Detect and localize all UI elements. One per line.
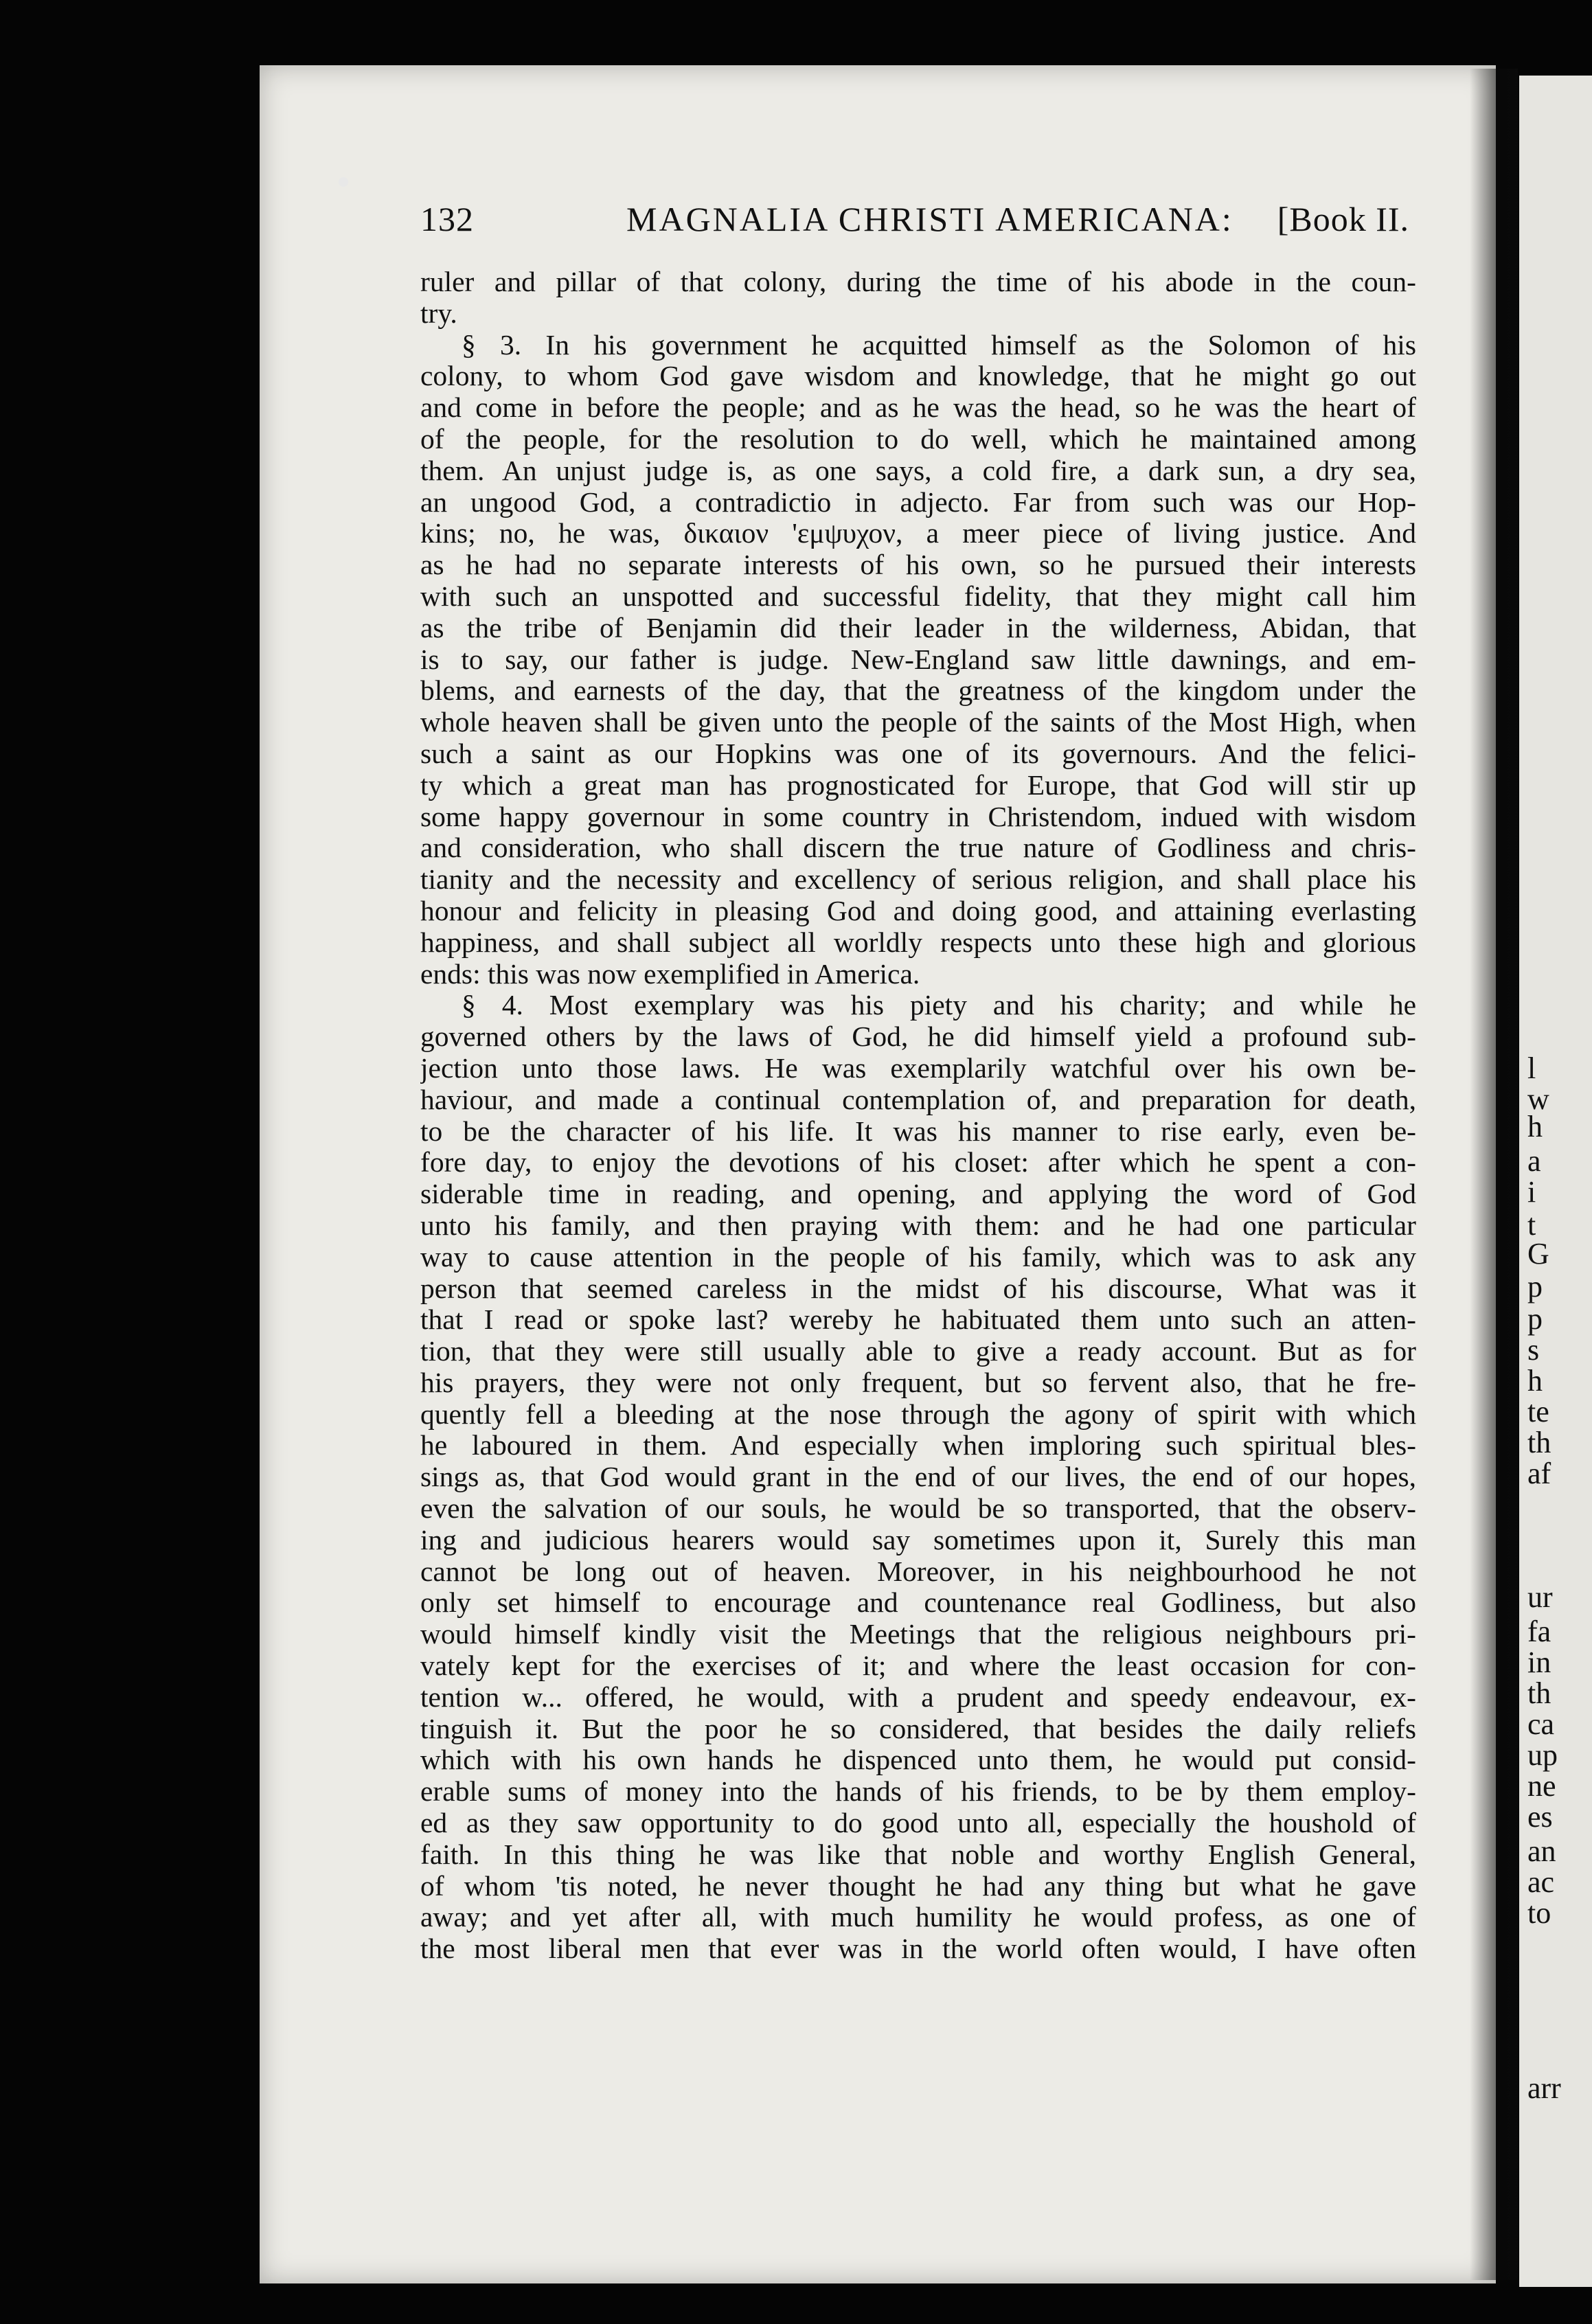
- text-line: kins; no, he was, δικαιον 'εμψυχον, a meer piece of living justice. And: [420, 518, 1416, 549]
- text-line: unto his family, and then praying with them: and he had one particular: [420, 1209, 1416, 1241]
- text-line: try.: [420, 297, 457, 329]
- body-text: [420, 266, 1416, 1965]
- text-line: cannot be long out of heaven. Moreover, in his neighbourhood he not: [420, 1556, 1416, 1587]
- facing-fragment: fa: [1527, 1615, 1551, 1648]
- facing-fragment: af: [1527, 1457, 1551, 1490]
- facing-fragment: p: [1527, 1302, 1543, 1336]
- text-line: governed others by the laws of God, he did himself yield a profound sub-: [420, 1021, 1416, 1053]
- facing-fragment: in: [1527, 1645, 1551, 1679]
- facing-fragment: s: [1527, 1333, 1540, 1367]
- text-line: tinguish it. But the poor he so considered, that besides the daily reliefs: [420, 1713, 1416, 1744]
- running-header: [420, 199, 1409, 247]
- text-line: honour and felicity in pleasing God and doing good, and attaining everlasting: [420, 895, 1416, 926]
- text-line: of whom 'tis noted, he never thought he had any thing but what he gave: [420, 1870, 1416, 1902]
- text-line: erable sums of money into the hands of his friends, to be by them employ-: [420, 1776, 1416, 1808]
- text-line: haviour, and made a continual contemplation of, and preparation for death,: [420, 1084, 1416, 1115]
- text-line: would himself kindly visit the Meetings that the religious neighbours pri-: [420, 1619, 1416, 1650]
- text-line: tention w... offered, he would, with a prudent and speedy endeavour, ex-: [420, 1681, 1416, 1713]
- text-line: only set himself to encourage and countenance real Godliness, but also: [420, 1587, 1416, 1619]
- facing-fragment: arr: [1527, 2071, 1561, 2105]
- facing-fragment: w: [1527, 1082, 1549, 1116]
- facing-fragment: h: [1527, 1364, 1543, 1398]
- margin-dot: [339, 177, 348, 187]
- text-line: ends: this was now exemplified in America.: [420, 958, 920, 990]
- text-line: tion, that they were still usually able to give a ready account. But as for: [420, 1336, 1416, 1367]
- facing-fragment: h: [1527, 1110, 1543, 1143]
- text-line: ed as they saw opportunity to do good unto all, especially the houshold of: [420, 1808, 1416, 1839]
- facing-fragment: t: [1527, 1208, 1536, 1242]
- text-line: them. An unjust judge is, as one says, a cold fire, a dark sun, a dry sea,: [420, 455, 1416, 486]
- text-line: as he had no separate interests of his own, so he pursued their interests: [420, 549, 1416, 581]
- text-line: sings as, that God would grant in the end of our lives, the end of our hopes,: [420, 1461, 1416, 1493]
- facing-fragment: es: [1527, 1800, 1553, 1834]
- text-line: even the salvation of our souls, he would be so transported, that the observ-: [420, 1493, 1416, 1525]
- text-line: ruler and pillar of that colony, during the time of his abode in the coun-: [420, 266, 1416, 297]
- book-label: [Book II.: [1277, 200, 1409, 238]
- text-line: happiness, and shall subject all worldly respects unto these high and glorious: [420, 926, 1416, 958]
- facing-fragment: G: [1527, 1237, 1549, 1271]
- facing-fragment: i: [1527, 1175, 1536, 1209]
- text-line: blems, and earnests of the day, that the greatness of the kingdom under the: [420, 675, 1416, 707]
- facing-fragment: ca: [1527, 1707, 1555, 1741]
- text-line: he laboured in them. And especially when imploring such spiritual bles-: [420, 1430, 1416, 1461]
- text-line: way to cause attention in the people of his family, which was to ask any: [420, 1241, 1416, 1273]
- text-line: person that seemed careless in the midst of his discourse, What was it: [420, 1273, 1416, 1304]
- text-line: to be the character of his life. It was his manner to rise early, even be-: [420, 1115, 1416, 1147]
- text-line: an ungood God, a contradictio in adjecto. Far from such was our Hop-: [420, 486, 1416, 518]
- page-number: 132: [420, 200, 474, 238]
- facing-page-edge: [1519, 76, 1592, 2287]
- facing-fragment: p: [1527, 1270, 1543, 1303]
- text-line: away; and yet after all, with much humility he would profess, as one of: [420, 1902, 1416, 1933]
- text-line: vately kept for the exercises of it; and where the least occasion for con-: [420, 1650, 1416, 1682]
- text-line: colony, to whom God gave wisdom and knowledge, that he might go out: [420, 361, 1416, 392]
- facing-fragment: l: [1527, 1051, 1536, 1085]
- text-line: quently fell a bleeding at the nose through the agony of spirit with which: [420, 1398, 1416, 1430]
- text-line: and consideration, who shall discern the true nature of Godliness and chris-: [420, 832, 1416, 864]
- text-line: the most liberal men that ever was in the world often would, I have often: [420, 1933, 1416, 1965]
- text-line: which with his own hands he dispenced unto them, he would put consid-: [420, 1744, 1416, 1776]
- facing-fragment: ur: [1527, 1580, 1553, 1614]
- text-line: with such an unspotted and successful fidelity, that they might call him: [420, 580, 1416, 612]
- facing-fragment: an: [1527, 1834, 1556, 1868]
- text-line: as the tribe of Benjamin did their leader in the wilderness, Abidan, that: [420, 612, 1416, 643]
- text-line: § 4. Most exemplary was his piety and his charity; and while he: [462, 990, 1416, 1021]
- facing-fragment: te: [1527, 1395, 1549, 1428]
- text-line: jection unto those laws. He was exemplarily watchful over his own be-: [420, 1052, 1416, 1084]
- text-line: faith. In this thing he was like that noble and worthy English General,: [420, 1838, 1416, 1870]
- facing-fragment: a: [1527, 1144, 1541, 1178]
- facing-fragment: th: [1527, 1426, 1551, 1459]
- text-line: ing and judicious hearers would say sometimes upon it, Surely this man: [420, 1524, 1416, 1556]
- text-line: whole heaven shall be given unto the people of the saints of the Most High, when: [420, 707, 1416, 738]
- text-line: siderable time in reading, and opening, and applying the word of God: [420, 1178, 1416, 1210]
- facing-fragment: th: [1527, 1676, 1551, 1710]
- text-line: that I read or spoke last? wereby he habituated them unto such an atten-: [420, 1304, 1416, 1336]
- facing-fragment: ac: [1527, 1865, 1555, 1899]
- text-line: such a saint as our Hopkins was one of its governours. And the felici-: [420, 738, 1416, 769]
- facing-fragment: to: [1527, 1896, 1551, 1930]
- text-line: § 3. In his government he acquitted himself as the Solomon of his: [462, 329, 1416, 361]
- text-line: some happy governour in some country in Christendom, indued with wisdom: [420, 801, 1416, 832]
- text-line: ty which a great man has prognosticated for Europe, that God will stir up: [420, 769, 1416, 801]
- running-title: MAGNALIA CHRISTI AMERICANA:: [626, 200, 1233, 238]
- text-line: tianity and the necessity and excellency of serious religion, and shall place his: [420, 864, 1416, 896]
- text-line: and come in before the people; and as he was the head, so he was the heart of: [420, 392, 1416, 424]
- text-line: his prayers, they were not only frequent, but so fervent also, that he fre-: [420, 1367, 1416, 1398]
- facing-fragment: up: [1527, 1738, 1558, 1772]
- text-line: fore day, to enjoy the devotions of his closet: after which he spent a con-: [420, 1147, 1416, 1178]
- facing-fragment: ne: [1527, 1769, 1556, 1803]
- gutter-shadow: [1470, 69, 1518, 2280]
- text-line: of the people, for the resolution to do well, which he maintained among: [420, 423, 1416, 455]
- text-line: is to say, our father is judge. New-England saw little dawnings, and em-: [420, 643, 1416, 675]
